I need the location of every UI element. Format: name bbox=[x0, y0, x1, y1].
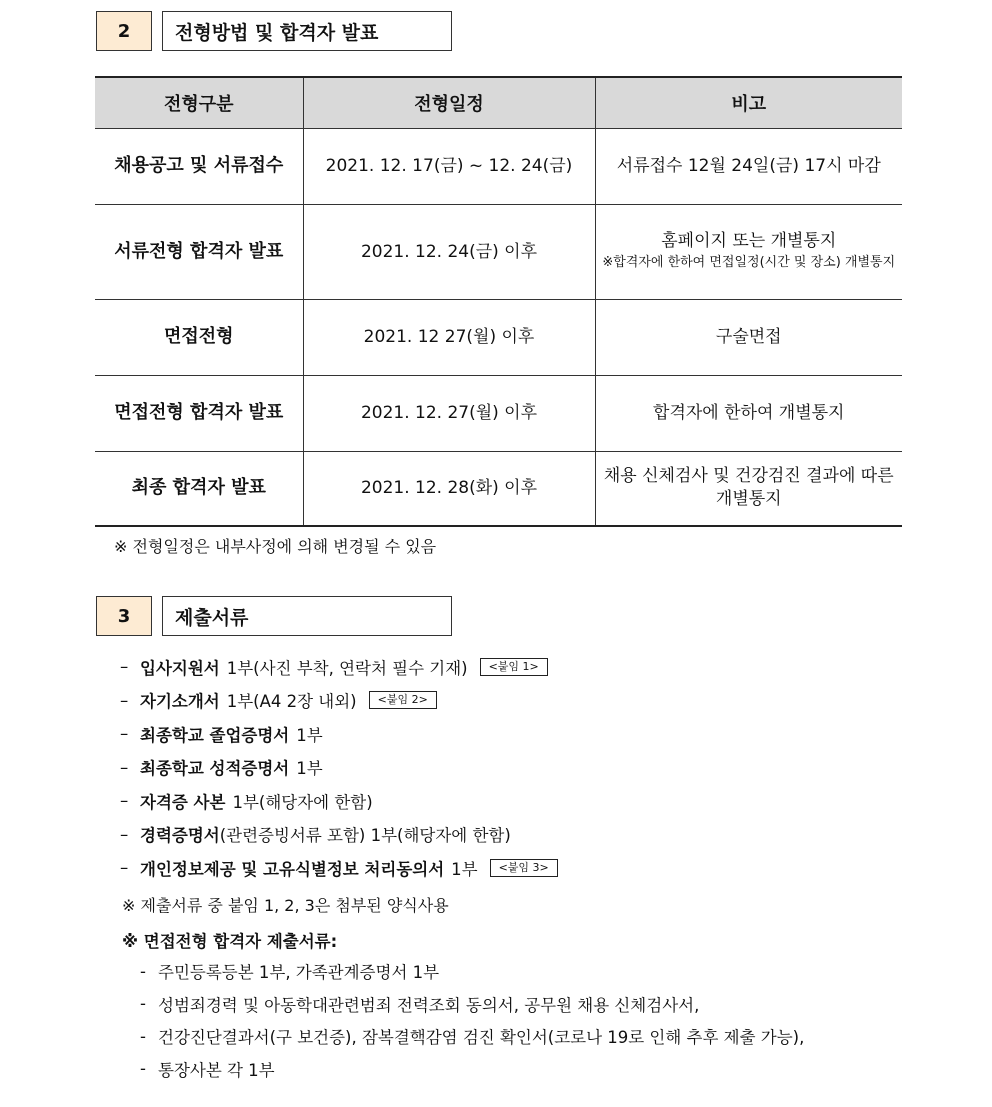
row-category: 채용공고 및 서류접수 bbox=[95, 129, 303, 205]
dash: – bbox=[120, 690, 129, 710]
row-note bbox=[595, 452, 902, 526]
row-schedule: 2021. 12. 17(금) ~ 12. 24(금) bbox=[303, 129, 595, 205]
dash: – bbox=[120, 657, 129, 677]
table-row bbox=[95, 376, 902, 452]
row-note-text: 홈페이지 또는 개별통지 bbox=[661, 231, 837, 252]
list-item bbox=[140, 955, 804, 988]
header-schedule: 전형일정 bbox=[303, 77, 595, 129]
section-number: 2 bbox=[96, 11, 152, 51]
row-note-text: 서류접수 12월 24일(금) 17시 마감 bbox=[616, 156, 881, 177]
sub-item-text: 건강진단결과서(구 보건증), 잠복결핵감염 검진 확인서(코로나 19로 인해 추후 제출 가능), bbox=[158, 1028, 805, 1048]
dash: - bbox=[140, 961, 146, 981]
list-item bbox=[120, 650, 558, 684]
row-note bbox=[595, 205, 902, 300]
section-title: 제출서류 bbox=[162, 596, 452, 636]
row-note-small: ※합격자에 한하여 면접일정(시간 및 장소) 개별통지 bbox=[602, 255, 896, 271]
row-category: 최종 합격자 발표 bbox=[95, 452, 303, 526]
row-note bbox=[595, 300, 902, 376]
row-schedule: 2021. 12. 24(금) 이후 bbox=[303, 205, 595, 300]
table-row bbox=[95, 300, 902, 376]
row-schedule: 2021. 12. 27(월) 이후 bbox=[303, 376, 595, 452]
header-note: 비고 bbox=[595, 77, 902, 129]
table-row bbox=[95, 205, 902, 300]
documents-note: ※ 제출서류 중 붙임 1, 2, 3은 첨부된 양식사용 bbox=[122, 896, 449, 915]
interview-docs-heading: ※ 면접전형 합격자 제출서류: bbox=[122, 932, 338, 951]
row-note bbox=[595, 129, 902, 205]
row-note-text: 구술면접 bbox=[715, 327, 782, 348]
attachment-tag: <붙임 1> bbox=[480, 658, 548, 676]
list-item bbox=[120, 818, 558, 852]
section-number: 3 bbox=[96, 596, 152, 636]
doc-detail: 1부 bbox=[451, 859, 478, 879]
row-note-text: 채용 신체검사 및 건강검진 결과에 따른 개별통지 bbox=[603, 466, 894, 510]
doc-name: 최종학교 성적증명서 bbox=[140, 759, 290, 779]
doc-detail: 1부(사진 부착, 연락처 필수 기재) bbox=[226, 658, 468, 678]
dash: - bbox=[140, 1026, 146, 1046]
doc-name: 자기소개서 bbox=[140, 692, 220, 712]
sub-item-text: 성범죄경력 및 아동학대관련범죄 전력조회 동의서, 공무원 채용 신체검사서, bbox=[158, 995, 700, 1015]
doc-detail: (관련증빙서류 포함) 1부(해당자에 한함) bbox=[219, 826, 511, 846]
list-item bbox=[140, 1020, 804, 1053]
doc-name: 최종학교 졸업증명서 bbox=[140, 725, 290, 745]
row-note bbox=[595, 376, 902, 452]
section-2-header bbox=[96, 11, 452, 53]
list-item bbox=[140, 1053, 804, 1086]
list-item bbox=[120, 784, 558, 818]
schedule-footnote: ※ 전형일정은 내부사정에 의해 변경될 수 있음 bbox=[114, 537, 437, 556]
row-schedule: 2021. 12. 28(화) 이후 bbox=[303, 452, 595, 526]
row-category: 면접전형 bbox=[95, 300, 303, 376]
schedule-table bbox=[95, 76, 902, 527]
table-row bbox=[95, 129, 902, 205]
documents-list bbox=[120, 650, 558, 885]
attachment-tag: <붙임 3> bbox=[490, 859, 558, 877]
doc-detail: 1부(해당자에 한함) bbox=[232, 792, 373, 812]
dash: - bbox=[140, 994, 146, 1014]
row-category: 서류전형 합격자 발표 bbox=[95, 205, 303, 300]
row-schedule: 2021. 12 27(월) 이후 bbox=[303, 300, 595, 376]
dash: – bbox=[120, 757, 129, 777]
doc-detail: 1부(A4 2장 내외) bbox=[226, 692, 357, 712]
sub-item-text: 주민등록등본 1부, 가족관계증명서 1부 bbox=[158, 963, 440, 983]
list-item bbox=[140, 988, 804, 1021]
doc-name: 개인정보제공 및 고유식별정보 처리동의서 bbox=[140, 859, 445, 879]
row-note-text: 합격자에 한하여 개별통지 bbox=[653, 403, 845, 424]
dash: – bbox=[120, 858, 129, 878]
doc-name: 자격증 사본 bbox=[140, 792, 226, 812]
section-title: 전형방법 및 합격자 발표 bbox=[162, 11, 452, 51]
list-item bbox=[120, 717, 558, 751]
list-item bbox=[120, 851, 558, 885]
sub-item-text: 통장사본 각 1부 bbox=[158, 1060, 275, 1080]
section-3-header bbox=[96, 596, 452, 638]
doc-name: 경력증명서 bbox=[140, 826, 220, 846]
dash: - bbox=[140, 1059, 146, 1079]
dash: – bbox=[120, 724, 129, 744]
row-category: 면접전형 합격자 발표 bbox=[95, 376, 303, 452]
interview-docs-list bbox=[140, 955, 804, 1085]
attachment-tag: <붙임 2> bbox=[369, 691, 437, 709]
dash: – bbox=[120, 824, 129, 844]
header-category: 전형구분 bbox=[95, 77, 303, 129]
dash: – bbox=[120, 791, 129, 811]
table-header-row bbox=[95, 77, 902, 129]
list-item bbox=[120, 751, 558, 785]
list-item bbox=[120, 684, 558, 718]
doc-detail: 1부 bbox=[296, 759, 323, 779]
doc-name: 입사지원서 bbox=[140, 658, 220, 678]
doc-detail: 1부 bbox=[296, 725, 323, 745]
table-row bbox=[95, 452, 902, 526]
